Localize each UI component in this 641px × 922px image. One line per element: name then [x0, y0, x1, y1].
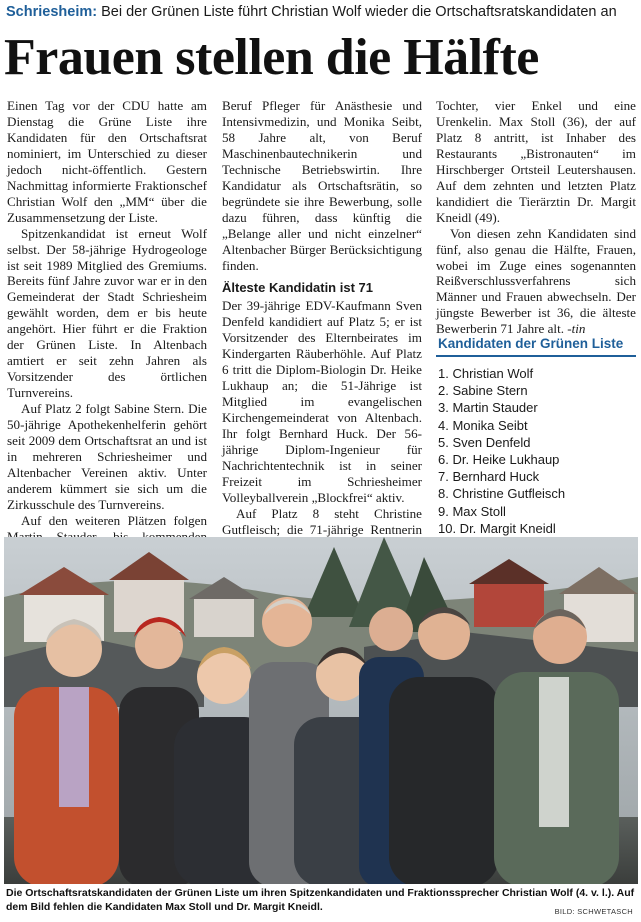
candidate-item: 2. Sabine Stern — [438, 383, 528, 399]
candidate-item: 10. Dr. Margit Kneidl — [438, 520, 556, 536]
paragraph: Auf Platz 8 steht Christine Gutfleisch; die 71-jährige Rentnerin — [222, 505, 422, 537]
candidate-item: 7. Bernhard Huck — [438, 469, 540, 485]
paragraph: Auf den weiteren Plätzen folgen — [21, 512, 207, 528]
paragraph: Beruf Pfleger für Anästhesie und Intensivmedizin, und Monika Seibt, 58 Jahre alt, von Beruf Maschinenbautechnikerin und Technische Betriebswirtin. Ihre Kandidatur als Ortschaftsrätin, so begründete sie ihre Bewerbung, solle dazu führen, dass künftig die „Belange aller und nicht einzelner“ Altenbacher Bürger Berücksichtigung finden. — [222, 98, 422, 273]
paragraph: Auf Platz 2 folgt Sabine Stern. Die 50-jährige Apothekenhelferin gehört seit 2009 dem Ortschaftsrat an und ist in mehreren Schriesheimer und Altenbacher Vereinen aktiv. Unter anderem kümmert sie sich um die Zirkusschule des Turnvereins. — [7, 401, 207, 512]
candidate-item: 8. Christine Gutfleisch — [438, 486, 566, 502]
article-column-3 — [436, 98, 636, 337]
article-kicker — [6, 4, 638, 26]
paragraph: Tochter, vier Enkel und eine Urenkelin. Max Stoll (36), der auf Platz 8 antritt, ist Inhaber des Restaurants „Bistronauten“ im Hirschberger Ortsteil Leutershausen. Auf dem zehnten und letzten Platz kandidiert die Tierärztin Dr. Margit Kneidl (49). — [436, 98, 636, 225]
candidate-item: 9. Max Stoll — [438, 503, 506, 519]
candidate-item: 6. Dr. Heike Lukhaup — [438, 452, 560, 468]
group-photo — [4, 537, 638, 884]
article-column-2 — [222, 98, 422, 570]
author-signature: -tin — [567, 321, 586, 337]
paragraph: Der 39-jährige EDV-Kaufmann Sven Denfeld kandidiert auf Platz 5; er ist Vorsitzender des Elternbeirates im Kindergarten Räuberhöhle. Auf Platz 6 tritt die Diplom-Biologin Dr. Heike Lukhaup an; die 51-Jährige ist Mitglied im evangelischen Kirchengemeinderat von Altenbach. Ihr folgt Bernhard Huck. Der 56-jährige Diplom-Ingenieur für Nachrichtentechnik ist in seiner Freizeit im Schriesheimer Volleyballverein „Blockfrei“ aktiv. — [222, 298, 422, 505]
paragraph-text: Von diesen zehn Kandidaten sind fünf, also genau die Hälfte, Frauen, wobei im Zuge eines sogenannten Reißverschlussverfahrens sich Männer und Frauen abwechseln. Der jüngste Bewerber ist 36, die älteste Bewerberin 71 Jahre alt. — [436, 225, 636, 337]
candidate-item: 3. Martin Stauder — [438, 400, 538, 416]
paragraph: Spitzenkandidat ist erneut Wolf selbst. Der 58-jährige Hydrogeologe ist seit 1989 Mitglied des Gremiums. Bereits fünf Jahre zuvor war er in den Gemeinderat der Stadt Schriesheim gewählt worden, dem er bis heute angehört. Hier führt er die Fraktion der Grünen Liste. In Altenbach amtiert er seit zehn Jahren als Vorsitzender des örtlichen Turnvereins. — [7, 225, 207, 401]
candidate-item: 4. Monika Seibt — [438, 417, 528, 433]
candidate-item: 5. Sven Denfeld — [438, 434, 531, 450]
photo-caption: Die Ortschaftsratskandidaten der Grünen Liste um ihren Spitzenkandidaten und Fraktionssprecher Christian Wolf (4. v. l.). Auf dem Bild fehlen die Kandidaten Max Stoll und Dr. Margit Kneidl. — [6, 887, 635, 913]
candidate-item: 1. Christian Wolf — [438, 366, 534, 381]
paragraph: Einen Tag vor der CDU hatte am Dienstag die Grüne Liste ihre Kandidaten für den Ortschaftsrat nominiert, im Unterschied zu dieser jedoch nicht-öffentlich. Gestern Nachmittag informierte Fraktionschef Christian Wolf den „MM“ über die Zusammensetzung der Liste. — [7, 98, 207, 225]
group-photo-illustration — [4, 537, 638, 884]
article-column-1 — [7, 98, 207, 561]
photo-credit: BILD: SCHWETASCH — [554, 907, 633, 916]
paragraph — [436, 226, 636, 338]
infobox-title: Kandidaten der Grünen Liste — [436, 334, 636, 357]
candidate-list — [436, 365, 636, 537]
article-headline: Frauen stellen die Hälfte — [4, 29, 539, 86]
candidates-infobox — [436, 334, 636, 537]
kicker-line: Bei der Grünen Liste führt Christian Wolf wieder die Ortschaftsratskandidaten an — [101, 4, 617, 20]
section-subheading: Älteste Kandidatin ist 71 — [222, 280, 373, 296]
kicker-place: Schriesheim: — [6, 4, 98, 20]
